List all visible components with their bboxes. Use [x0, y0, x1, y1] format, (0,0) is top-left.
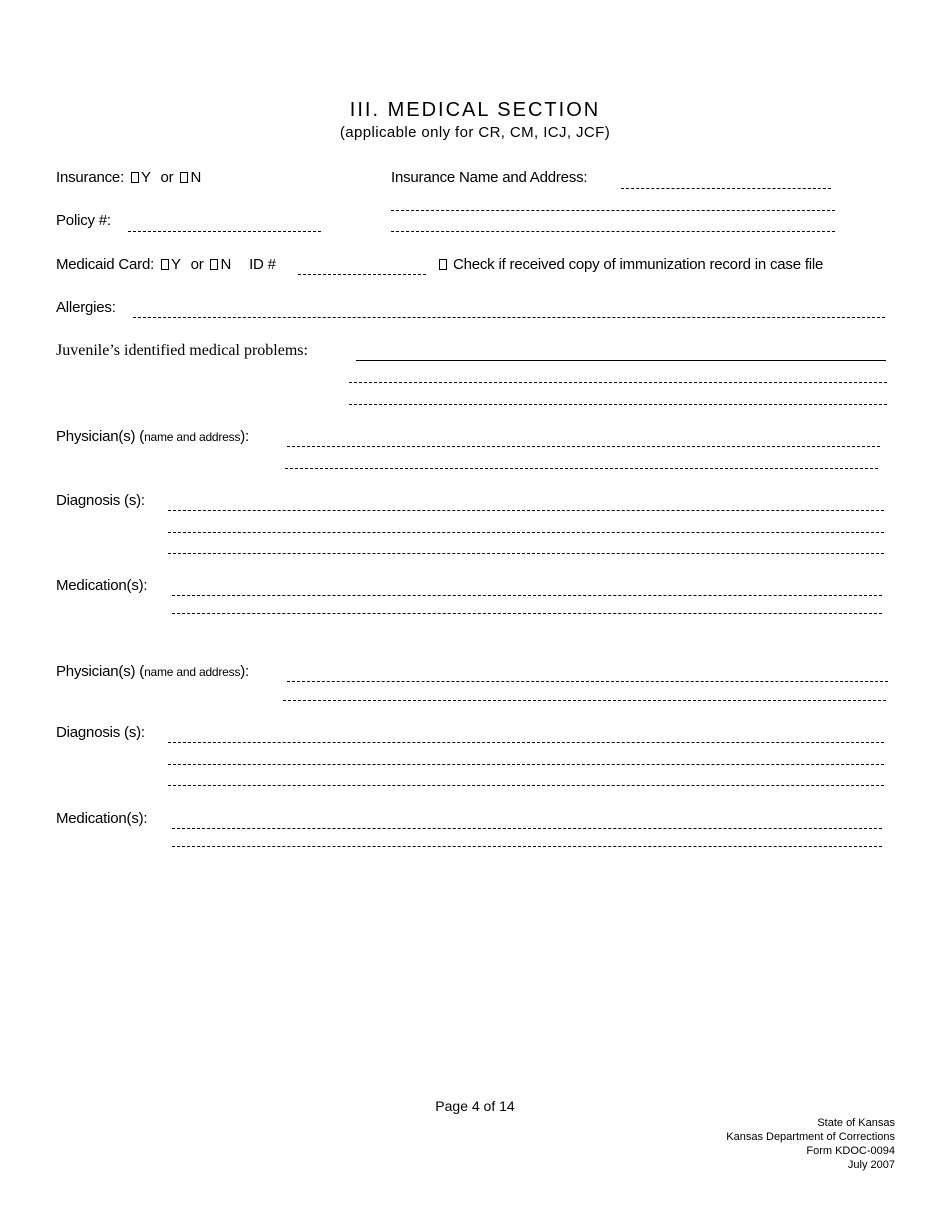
physician-2-label-close: ): — [240, 663, 250, 680]
medication-1-label: Medication(s): — [56, 577, 148, 594]
physician-label-close: ): — [240, 428, 250, 445]
no-label: N — [190, 169, 202, 186]
diagnosis-1-field-3[interactable] — [168, 553, 884, 554]
physician-2-field-1[interactable] — [287, 681, 888, 682]
diagnosis-1-label: Diagnosis (s): — [56, 492, 145, 509]
page-subtitle: (applicable only for CR, CM, ICJ, JCF) — [339, 124, 611, 141]
physician-1-field-1[interactable] — [287, 446, 880, 447]
policy-field[interactable] — [128, 231, 321, 232]
diagnosis-2-field-3[interactable] — [168, 785, 884, 786]
allergies-label: Allergies: — [56, 299, 116, 316]
physician-label-sub: name and address — [144, 430, 241, 444]
medication-1-field-2[interactable] — [172, 613, 882, 614]
insurance-name-field[interactable] — [621, 188, 831, 189]
policy-label: Policy #: — [56, 212, 111, 229]
insurance-name-label: Insurance Name and Address: — [391, 169, 588, 186]
problems-label: Juvenile’s identified medical problems: — [56, 342, 308, 359]
immunization-label: Check if received copy of immunization record in case file — [452, 256, 824, 273]
physician-2-label — [56, 663, 249, 680]
insurance-yes-checkbox[interactable] — [131, 172, 139, 183]
medicaid-row — [56, 256, 276, 273]
physician-label-text: Physician(s) ( — [56, 428, 145, 445]
medication-1-field-1[interactable] — [172, 595, 882, 596]
diagnosis-1-field-2[interactable] — [168, 532, 884, 533]
footer-date: July 2007 — [847, 1159, 895, 1171]
insurance-label: Insurance: — [56, 169, 125, 186]
insurance-no-checkbox[interactable] — [180, 172, 188, 183]
insurance-row — [56, 169, 201, 186]
problems-field-1[interactable] — [356, 360, 886, 361]
id-label: ID # — [249, 256, 276, 273]
or-label: or — [160, 169, 174, 186]
footer-info — [726, 1116, 895, 1172]
physician-2-label-sub: name and address — [144, 665, 241, 679]
medicaid-yes-label: Y — [171, 256, 181, 273]
physician-2-label-text: Physician(s) ( — [56, 663, 145, 680]
problems-field-2[interactable] — [349, 382, 887, 383]
physician-1-label — [56, 428, 249, 445]
medicaid-no-checkbox[interactable] — [210, 259, 218, 270]
physician-2-field-2[interactable] — [283, 700, 886, 701]
medicaid-label: Medicaid Card: — [56, 256, 155, 273]
allergies-field[interactable] — [133, 317, 885, 318]
footer-state: State of Kansas — [817, 1117, 895, 1129]
medication-2-field-1[interactable] — [172, 828, 882, 829]
page-number: Page 4 of 14 — [435, 1098, 515, 1114]
medication-2-field-2[interactable] — [172, 846, 882, 847]
medicaid-or-label: or — [190, 256, 204, 273]
medicaid-no-label: N — [220, 256, 232, 273]
immunization-checkbox[interactable] — [439, 259, 447, 270]
diagnosis-2-field-2[interactable] — [168, 764, 884, 765]
medicaid-id-field[interactable] — [298, 274, 426, 275]
footer-dept: Kansas Department of Corrections — [726, 1131, 895, 1143]
physician-1-field-2[interactable] — [285, 468, 878, 469]
immunization-row — [436, 256, 823, 273]
diagnosis-1-field-1[interactable] — [168, 510, 884, 511]
diagnosis-2-field-1[interactable] — [168, 742, 884, 743]
problems-field-3[interactable] — [349, 404, 887, 405]
footer-form: Form KDOC-0094 — [806, 1145, 895, 1157]
diagnosis-2-label: Diagnosis (s): — [56, 724, 145, 741]
medication-2-label: Medication(s): — [56, 810, 148, 827]
insurance-address-field-2[interactable] — [391, 231, 835, 232]
page-title: III. MEDICAL SECTION — [349, 99, 601, 121]
yes-label: Y — [141, 169, 151, 186]
medicaid-yes-checkbox[interactable] — [161, 259, 169, 270]
insurance-address-field-1[interactable] — [391, 210, 835, 211]
